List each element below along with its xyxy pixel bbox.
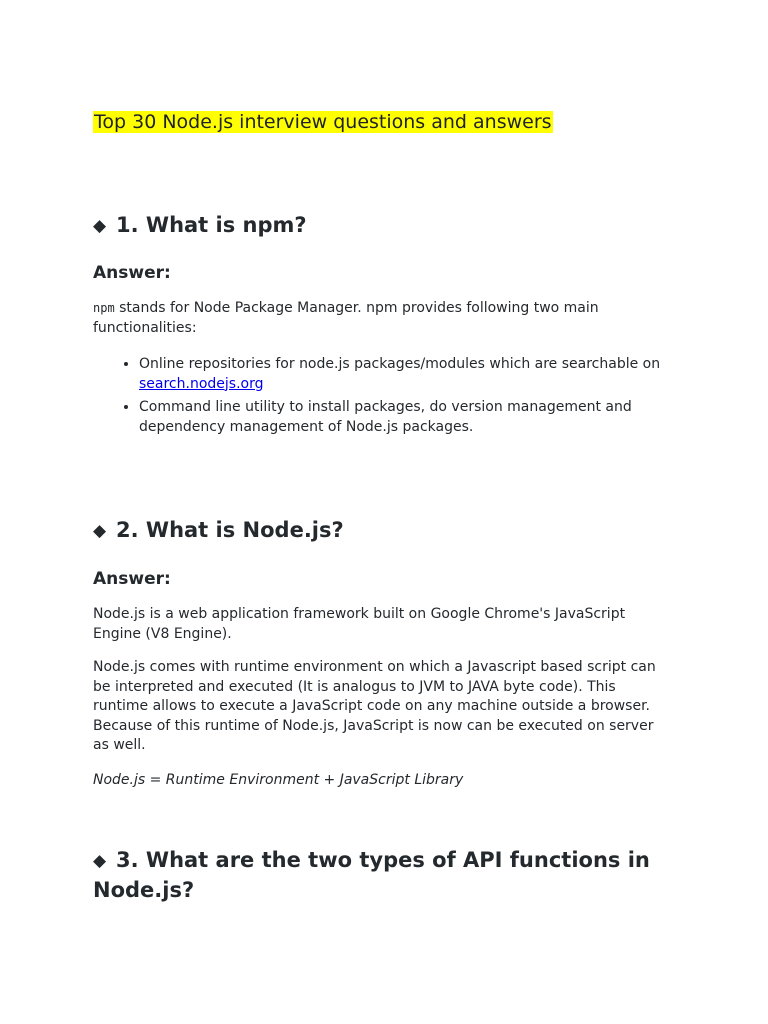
diamond-bullet-icon: ◆ [93, 521, 107, 541]
npm-inline-code: npm [93, 301, 115, 315]
question-2-section [93, 516, 673, 790]
question-3-title: 3. What are the two types of API functions in Node.js? [93, 848, 650, 902]
diamond-bullet-icon: ◆ [93, 851, 107, 871]
question-2-paragraph-2: Node.js comes with runtime environment on which a Javascript based script can be interpreted and executed (It is analogus to JVM to JAVA byte code). This runtime allows to execute a JavaScript code on any machine outside a browser. Because of this runtime of Node.js, JavaScript is now can be executed on server as well. [93, 659, 656, 753]
question-1-intro-text: stands for Node Package Manager. npm provides following two main functionalities: [93, 300, 599, 336]
question-1-bullet-list [93, 355, 673, 437]
document-title [93, 108, 553, 137]
highlighted-title-text: Top 30 Node.js interview questions and answers [94, 111, 552, 133]
question-2-heading [93, 516, 673, 546]
list-item [139, 355, 673, 394]
question-2-formula: Node.js = Runtime Environment + JavaScript Library [93, 771, 464, 788]
list-item-text: Command line utility to install packages, do version management and dependency management of Node.js packages. [139, 399, 632, 435]
question-3-heading [93, 846, 673, 905]
question-3-section [93, 846, 673, 905]
list-item-text: Online repositories for node.js packages/modules which are searchable on [139, 356, 661, 372]
question-1-answer-label: Answer: [93, 263, 171, 283]
question-2-answer-label: Answer: [93, 569, 171, 589]
search-nodejs-link[interactable]: search.nodejs.org [139, 375, 264, 392]
question-1-intro [93, 299, 673, 338]
question-1-section [93, 211, 673, 441]
question-1-title: 1. What is npm? [116, 213, 307, 237]
question-2-title: 2. What is Node.js? [116, 518, 344, 542]
list-item [139, 398, 673, 437]
diamond-bullet-icon: ◆ [93, 216, 107, 236]
question-1-heading [93, 211, 673, 241]
question-2-paragraph-1: Node.js is a web application framework built on Google Chrome's JavaScript Engine (V8 Engine). [93, 606, 626, 642]
